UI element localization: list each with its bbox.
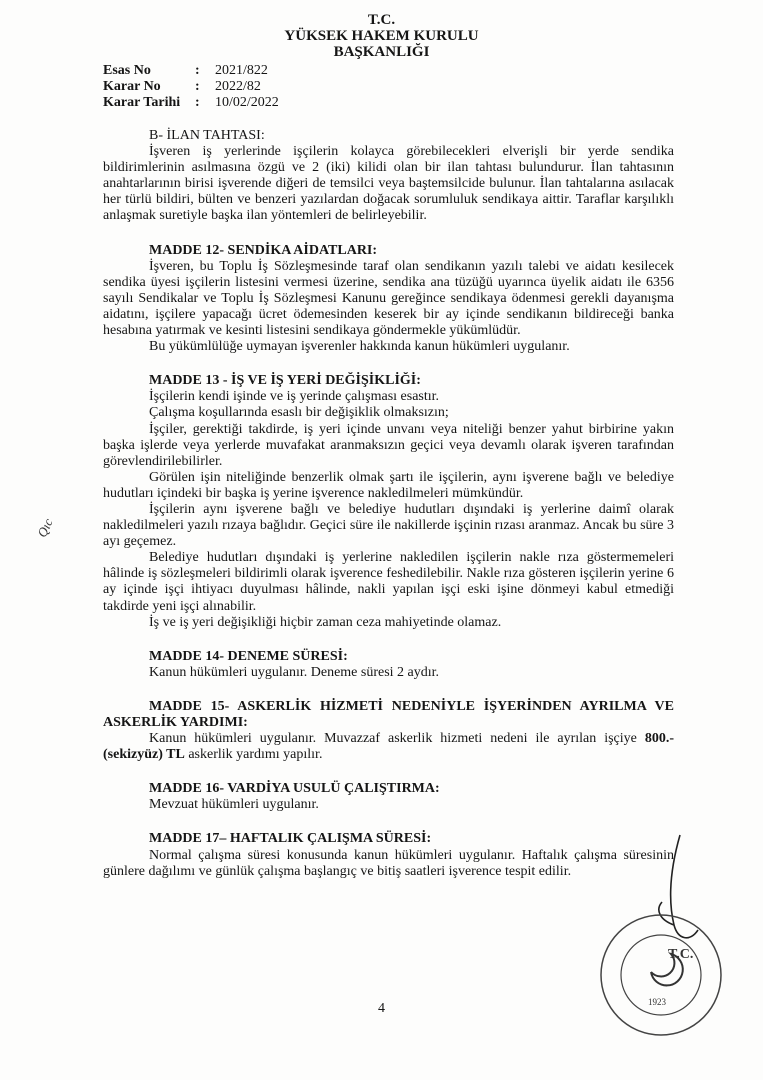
section-heading: B- İLAN TAHTASI: [149, 128, 265, 143]
header-institution: YÜKSEK HAKEM KURULU [284, 28, 479, 44]
meta-colon: : [195, 63, 200, 78]
paragraph: İşçilerin aynı işverene bağlı ve belediye hudutları dışındaki iş yerlerine daimî olarak nakledilmeleri yazılı rızaya bağlıdır. Geçici süre ile nakillerde işçinin rızası aranmaz. Ancak bu süre 3 ayı geçemez. [103, 501, 674, 550]
paragraph: İşveren, bu Toplu İş Sözleşmesinde taraf olan sendikanın yazılı talebi ve aidatı kesilecek sendika üyesi işçilerin listesini vermesi üzerine, sendika ana tüzüğü uyarınca üyelik aidatı ile 6356 sayılı Sendikalar ve Toplu İş Sözleşmesi Kanunu gereğince sendikaya ödenmesi gerekli dayanışma aidatını, işçilere yapacağı ücret ödemesinden keserek bir ay içinde sendikanın bildireceği banka hesabına yatırmak ve kesinti listesini sendikaya göndermekle yükümlüdür. [103, 258, 674, 339]
seal-year: 1923 [648, 997, 666, 1007]
paragraph: İş ve iş yeri değişikliği hiçbir zaman ceza mahiyetinde olamaz. [149, 614, 502, 630]
meta-row-karar [103, 79, 279, 95]
amount-bold: 800.- (sekizyüz) TL [103, 731, 674, 763]
paragraph: Bu yükümlülüğe uymayan işverenler hakkında kanun hükümleri uygulanır. [149, 339, 570, 355]
article-16-heading: MADDE 16- VARDİYA USULÜ ÇALIŞTIRMA: [149, 781, 440, 797]
text-run: askerlik yardımı yapılır. [184, 747, 323, 763]
paragraph: Mevzuat hükümleri uygulanır. [149, 797, 319, 813]
meta-row-esas [103, 63, 279, 79]
margin-initials: Qıc [34, 516, 56, 540]
paragraph: Belediye hudutları dışındaki iş yerlerine nakledilen işçilerin nakle rıza göstermemeleri hâlinde iş sözleşmeleri bildirimli olarak işverence feshedilebilir. Nakle rıza gösteren işçilerin yerine 6 ay içinde işçi ihtiyacı duyulması hâlinde, nakli yapılan işçi eski işine dönmeyi kabul etmediği takdirde yeni işçi alınabilir. [103, 550, 674, 614]
page-number: 4 [378, 1001, 385, 1016]
meta-colon: : [195, 79, 200, 94]
text-run: Kanun hükümleri uygulanır. Muvazzaf askerlik hizmeti nedeni ile ayrılan işçiye [149, 731, 645, 747]
header-presidency: BAŞKANLIĞI [333, 44, 430, 60]
paragraph: Çalışma koşullarında esaslı bir değişiklik olmaksızın; [149, 405, 449, 421]
article-17-heading: MADDE 17– HAFTALIK ÇALIŞMA SÜRESİ: [149, 831, 432, 847]
article-12-heading: MADDE 12- SENDİKA AİDATLARI: [149, 242, 378, 258]
paragraph: Kanun hükümleri uygulanır. Deneme süresi 2 aydır. [149, 664, 440, 680]
meta-key: Esas No [103, 63, 151, 78]
meta-key: Karar Tarihi [103, 95, 181, 110]
paragraph [103, 731, 674, 763]
meta-value: 2022/82 [215, 79, 261, 94]
seal-center-text: T.C. [668, 947, 694, 962]
meta-value: 10/02/2022 [215, 95, 279, 110]
case-metadata [103, 63, 279, 111]
article-13-heading: MADDE 13 - İŞ VE İŞ YERİ DEĞİŞİKLİĞİ: [149, 373, 421, 389]
article-15-heading: MADDE 15- ASKERLİK HİZMETİ NEDENİYLE İŞYERİNDEN AYRILMA VE ASKERLİK YARDIMI: [103, 698, 674, 730]
meta-key: Karar No [103, 79, 161, 94]
paragraph: İşçilerin kendi işinde ve iş yerinde çalışması esastır. [149, 389, 440, 405]
paragraph: Görülen işin niteliğinde benzerlik olmak şartı ile işçilerin, aynı işverene bağlı ve belediye hudutları içindeki bir başka iş yerine işverence nakledilmeleri mümkündür. [103, 469, 674, 501]
meta-row-tarih [103, 95, 279, 111]
official-seal [596, 910, 726, 1040]
article-14-heading: MADDE 14- DENEME SÜRESİ: [149, 648, 348, 664]
paragraph: İşveren iş yerlerinde işçilerin kolayca görebilecekleri elverişli bir yerde sendika bildirimlerinin asılmasına özgü ve 2 (iki) kilidi olan bir ilan tahtası bulundurur. İlan tahtasının anahtarlarının birisi işverende diğeri de temsilci veya baştemsilcide bulunur. İlan tahtalarına asılacak her türlü bildiri, bülten ve benzeri yazılardan doğacak sorumluluk sendikaya aittir. Taraflar karşılıklı anlaşmak suretiyle başka ilan yöntemleri de belirleyebilir. [103, 144, 674, 224]
meta-colon: : [195, 95, 200, 110]
document-body [103, 128, 674, 880]
meta-value: 2021/822 [215, 63, 268, 78]
paragraph: İşçiler, gerektiği takdirde, iş yeri içinde unvanı veya niteliği benzer yahut birbirine yakın başka işlerde veya yerlerde muvafakat aranmaksızın geçici veya devamlı olarak işveren tarafından görevlendirilebilirler. [103, 421, 674, 469]
header-tc: T.C. [367, 12, 396, 28]
paragraph: Normal çalışma süresi konusunda kanun hükümleri uygulanır. Haftalık çalışma süresinin günlere dağılımı ve günlük çalışma başlangıç ve bitiş saatleri işverence tespit edilir. [103, 847, 674, 879]
